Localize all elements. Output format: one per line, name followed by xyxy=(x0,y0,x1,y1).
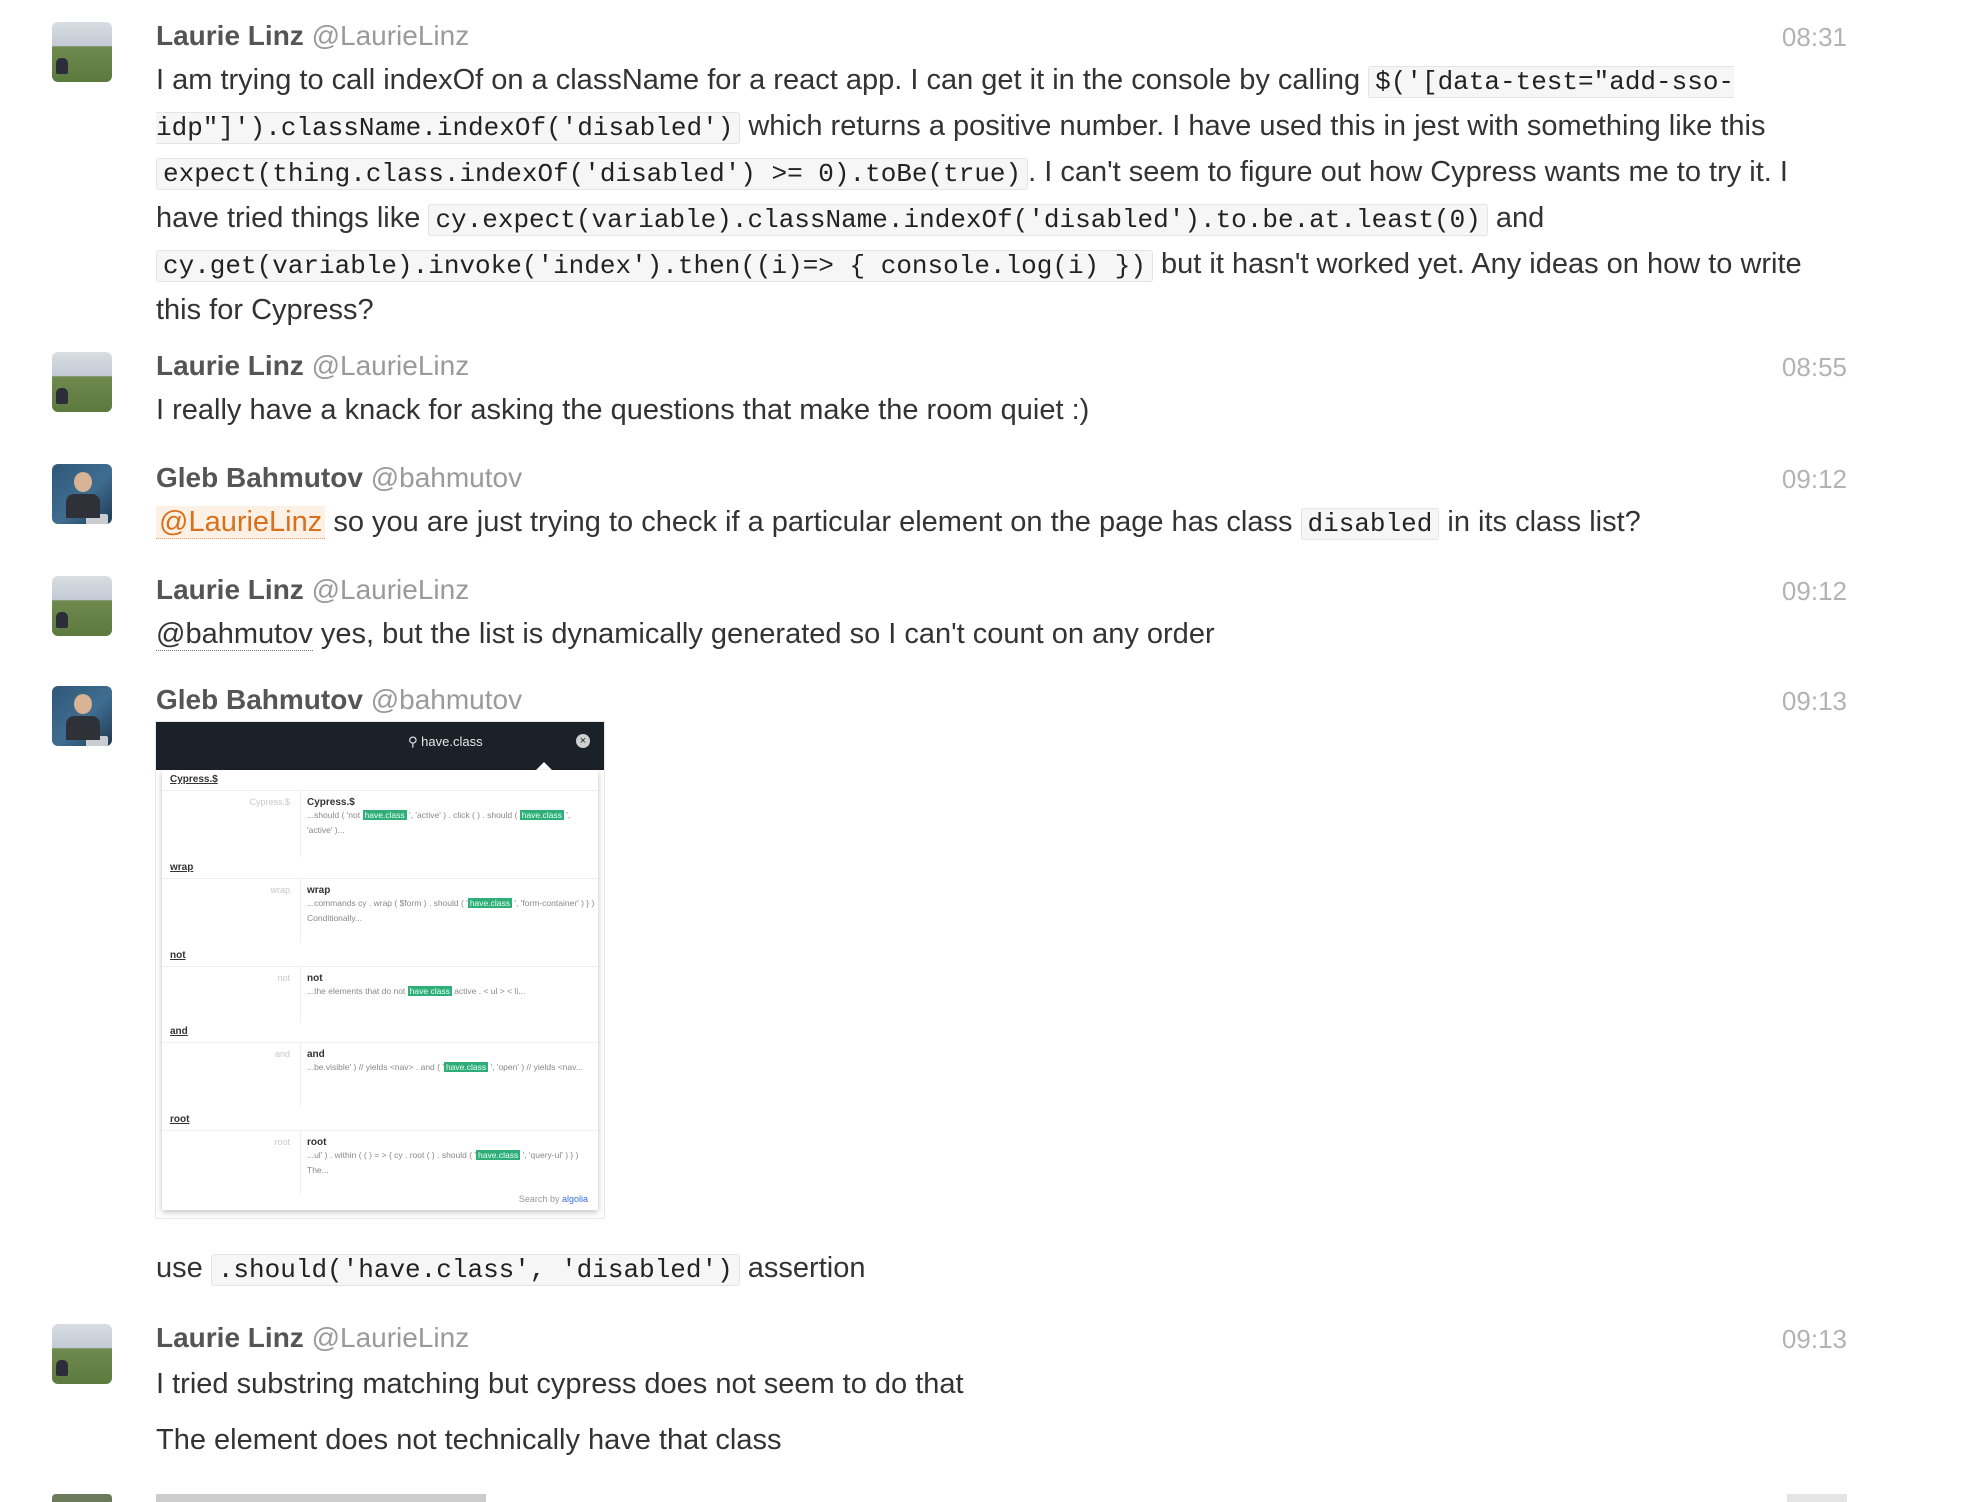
text-segment: but it hasn't worked yet. Any ideas on how to write this for Cypress? xyxy=(156,248,1802,326)
result-row xyxy=(162,790,598,857)
message-text: I tried substring matching but cypress does not seem to do that xyxy=(156,1368,964,1400)
code-snippet: cy.get(variable).invoke('index').then((i)=> { console.log(i) }) xyxy=(156,250,1153,282)
truncated-message-header xyxy=(156,1494,486,1502)
result-row xyxy=(162,1042,598,1107)
timestamp[interactable]: 09:13 xyxy=(1781,686,1847,716)
text-segment: so you are just trying to check if a particular element on the page has class xyxy=(325,506,1301,538)
result-category: and xyxy=(274,1049,290,1059)
message-text xyxy=(156,612,1846,656)
author-name[interactable]: Gleb Bahmutov xyxy=(156,462,363,493)
avatar[interactable] xyxy=(52,1324,112,1384)
author-handle[interactable]: @LaurieLinz xyxy=(311,574,470,605)
author-name[interactable]: Laurie Linz xyxy=(156,350,304,381)
search-by-footer: Search by algolia xyxy=(518,1194,588,1204)
code-snippet: disabled xyxy=(1301,508,1440,540)
result-title: not xyxy=(307,973,323,984)
search-results-panel xyxy=(162,770,598,1210)
result-category: wrap xyxy=(270,885,290,895)
message-text xyxy=(156,58,1846,332)
result-section-title: and xyxy=(170,1026,188,1037)
result-title: wrap xyxy=(307,885,331,896)
result-section-title: not xyxy=(170,950,186,961)
result-category: not xyxy=(277,973,290,983)
result-section-title: root xyxy=(170,1114,190,1125)
author-handle[interactable]: @bahmutov xyxy=(370,462,523,493)
timestamp[interactable]: 08:55 xyxy=(1781,352,1847,382)
result-row xyxy=(162,878,598,943)
text-segment: in its class list? xyxy=(1439,506,1641,538)
timestamp[interactable]: 09:12 xyxy=(1781,576,1847,606)
user-mention[interactable]: @LaurieLinz xyxy=(156,506,325,539)
message-text xyxy=(156,1246,1846,1292)
docs-search-bar xyxy=(156,722,604,770)
close-icon: × xyxy=(576,734,590,748)
text-segment: I am trying to call indexOf on a className for a react app. I can get it in the console by calling xyxy=(156,64,1369,96)
result-snippet: ...ul' ) . within ( ( ) = > { cy . root ( ) . should ( ' have.class ', 'query-ul' ) } ) The... xyxy=(307,1150,579,1175)
author-handle[interactable]: @bahmutov xyxy=(370,684,523,715)
result-title: and xyxy=(307,1049,325,1060)
message-header xyxy=(156,1322,469,1354)
avatar[interactable] xyxy=(52,464,112,524)
message-header xyxy=(156,462,522,494)
message-header xyxy=(156,20,469,52)
text-segment: yes, but the list is dynamically generated so I can't count on any order xyxy=(312,618,1215,650)
code-snippet: $('[data-test="add-sso-idp"]').className.indexOf('disabled') xyxy=(156,67,1735,143)
docs-search-query xyxy=(408,734,483,750)
message-header xyxy=(156,684,522,716)
result-category: root xyxy=(274,1137,290,1147)
author-name[interactable]: Gleb Bahmutov xyxy=(156,684,363,715)
result-snippet: ...should ( 'not have.class ', 'active' ) . click ( ) . should ( have.class ', 'active' )... xyxy=(307,810,571,835)
message-header xyxy=(156,350,469,382)
result-title: root xyxy=(307,1137,327,1148)
avatar[interactable] xyxy=(52,686,112,746)
text-segment: . I can't seem to figure out how Cypress wants me to try it. I have tried things like xyxy=(156,156,1788,234)
message-header xyxy=(156,574,469,606)
text-segment: assertion xyxy=(739,1252,866,1284)
result-section-title: wrap xyxy=(170,862,194,873)
author-name[interactable]: Laurie Linz xyxy=(156,20,304,51)
code-snippet: cy.expect(variable).className.indexOf('disabled').to.be.at.least(0) xyxy=(428,204,1487,236)
message-text: I really have a knack for asking the questions that make the room quiet :) xyxy=(156,394,1090,426)
message-text: The element does not technically have that class xyxy=(156,1424,782,1456)
text-segment: which returns a positive number. I have used this in jest with something like this xyxy=(740,110,1766,142)
text-segment: and xyxy=(1487,202,1545,234)
timestamp[interactable]: 09:13 xyxy=(1781,1324,1847,1354)
result-snippet: ...commands cy . wrap ( $form ) . should ( ' have.class ', 'form-container' ) } ) Conditionally... xyxy=(307,898,595,923)
result-snippet: ...be.visible' ) // yields <nav> . and ( ' have.class ', 'open' ) // yields <nav... xyxy=(307,1062,583,1072)
code-snippet: expect(thing.class.indexOf('disabled') >= 0).toBe(true) xyxy=(156,158,1028,190)
avatar[interactable] xyxy=(52,22,112,82)
result-row xyxy=(162,1130,598,1195)
result-section-title: Cypress.$ xyxy=(170,774,218,785)
message-text xyxy=(156,500,1846,546)
avatar[interactable] xyxy=(52,1494,112,1502)
result-category: Cypress.$ xyxy=(249,797,290,807)
author-name[interactable]: Laurie Linz xyxy=(156,574,304,605)
timestamp[interactable]: 08:31 xyxy=(1781,22,1847,52)
text-segment: use xyxy=(156,1252,211,1284)
attached-screenshot[interactable] xyxy=(156,722,604,1218)
algolia-logo: algolia xyxy=(561,1194,588,1204)
result-row xyxy=(162,966,598,1023)
result-snippet: ...the elements that do not have class active . < ul > < li... xyxy=(307,986,526,996)
avatar[interactable] xyxy=(52,352,112,412)
avatar[interactable] xyxy=(52,576,112,636)
author-name[interactable]: Laurie Linz xyxy=(156,1322,304,1353)
author-handle[interactable]: @LaurieLinz xyxy=(311,350,470,381)
user-mention[interactable]: @bahmutov xyxy=(156,618,313,650)
timestamp[interactable]: 09:12 xyxy=(1781,464,1847,494)
author-handle[interactable]: @LaurieLinz xyxy=(311,1322,470,1353)
author-handle[interactable]: @LaurieLinz xyxy=(311,20,470,51)
code-snippet: .should('have.class', 'disabled') xyxy=(211,1254,740,1286)
result-title: Cypress.$ xyxy=(307,797,355,808)
search-value: have.class xyxy=(421,734,483,749)
truncated-timestamp xyxy=(1787,1494,1847,1502)
search-icon: ⚲ xyxy=(408,734,418,749)
